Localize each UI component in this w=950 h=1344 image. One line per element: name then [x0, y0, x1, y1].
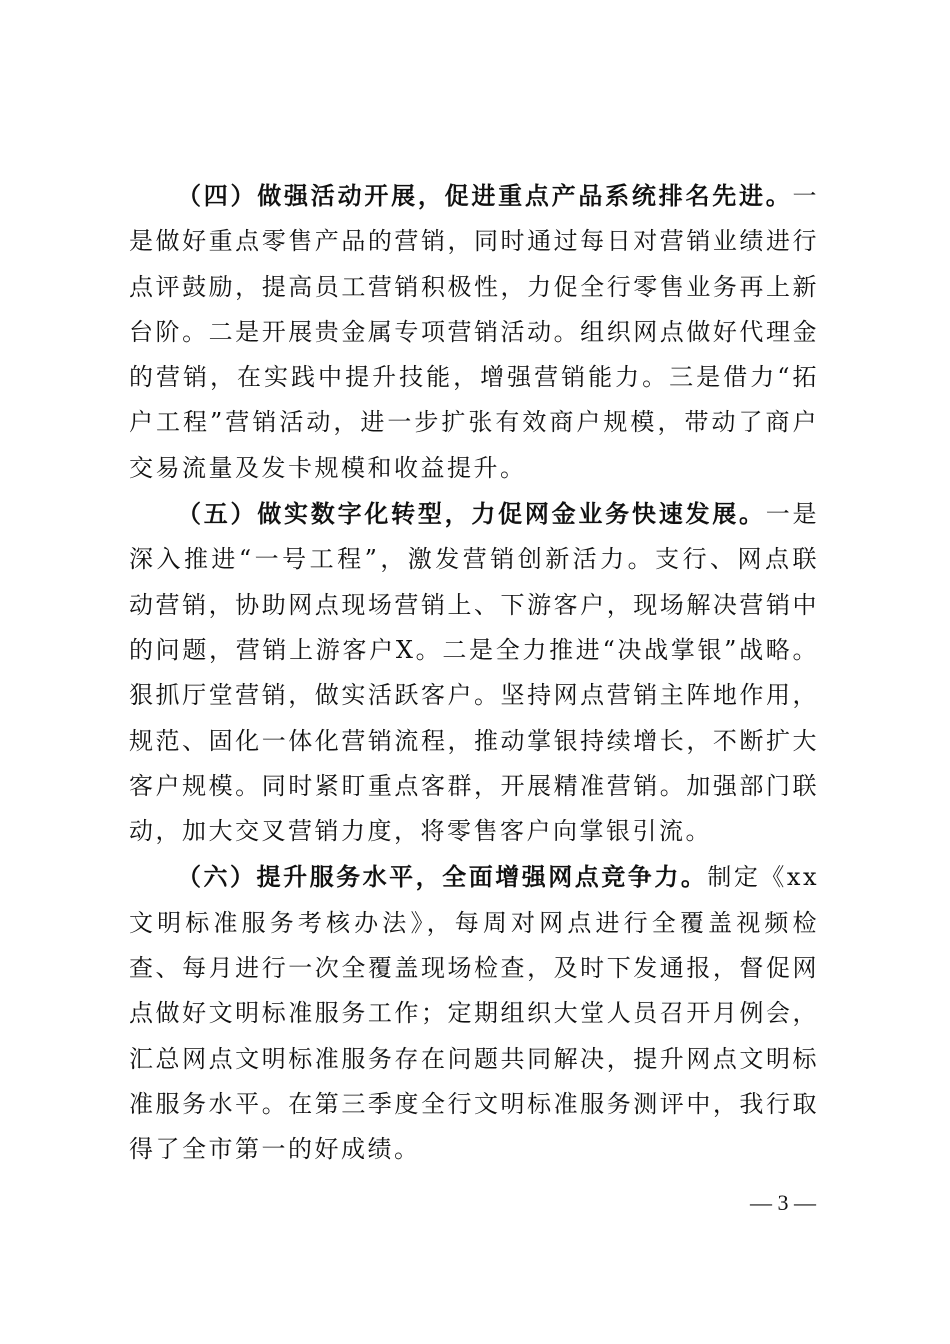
section-4-body: 一是做好重点零售产品的营销，同时通过每日对营销业绩进行点评鼓励，提高员工营销积极性，力促全行零售业务再上新台阶。二是开展贵金属专项营销活动。组织网点做好代理金的营销，在实践中提升技能，增强营销能力。三是借力“拓户工程”营销活动，进一步扩张有效商户规模，带动了商户交易流量及发卡规模和收益提升。	[129, 182, 819, 482]
body-text	[129, 173, 819, 1173]
page-number: — 3 —	[750, 1190, 816, 1215]
section-5-body: 一是深入推进“一号工程”，激发营销创新活力。支行、网点联动营销，协助网点现场营销上、下游客户，现场解决营销中的问题，营销上游客户X。二是全力推进“决战掌银”战略。狠抓厅堂营销，做实活跃客户。坚持网点营销主阵地作用，规范、固化一体化营销流程，推动掌银持续增长，不断扩大客户规模。同时紧盯重点客群，开展精准营销。加强部门联动，加大交叉营销力度，将零售客户向掌银引流。	[129, 500, 820, 846]
section-6-body: 制定《xx文明标准服务考核办法》，每周对网点进行全覆盖视频检查、每月进行一次全覆盖现场检查，及时下发通报，督促网点做好文明标准服务工作；定期组织大堂人员召开月例会，汇总网点文明标准服务存在问题共同解决，提升网点文明标准服务水平。在第三季度全行文明标准服务测评中，我行取得了全市第一的好成绩。	[129, 863, 820, 1164]
section-4-heading: （四）做强活动开展，促进重点产品系统排名先进。	[177, 181, 793, 210]
paragraph-section-6	[129, 854, 819, 1172]
paragraph-section-4	[129, 173, 819, 491]
paragraph-section-5	[129, 491, 819, 854]
section-5-heading: （五）做实数字化转型，力促网金业务快速发展。	[177, 499, 766, 529]
section-6-heading: （六）提升服务水平，全面增强网点竞争力。	[177, 862, 708, 892]
